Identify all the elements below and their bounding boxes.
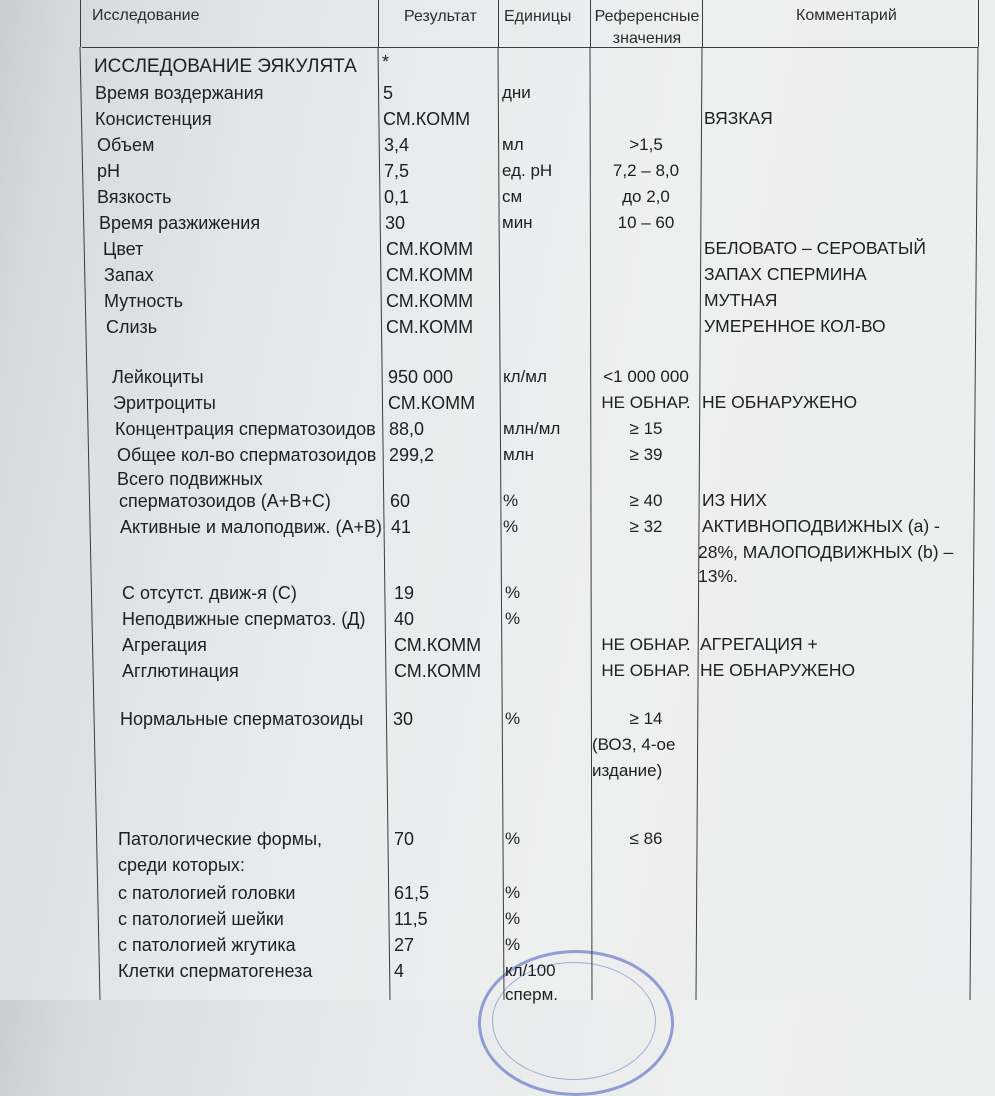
test-result: 30 bbox=[385, 213, 406, 233]
test-result: 60 bbox=[390, 491, 411, 511]
test-name: Неподвижные сперматоз. (Д) bbox=[122, 609, 366, 629]
test-name: Активные и малоподвиж. (A+B) bbox=[120, 517, 383, 537]
test-result: 40 bbox=[394, 609, 415, 629]
test-name: Эритроциты bbox=[113, 393, 216, 413]
test-result: 7,5 bbox=[384, 161, 410, 181]
test-name: среди которых: bbox=[118, 855, 245, 875]
header-result: Результат bbox=[404, 8, 477, 25]
test-units: % bbox=[505, 829, 521, 848]
header-test: Исследование bbox=[92, 7, 200, 24]
test-result: 61,5 bbox=[394, 883, 430, 903]
test-name: Мутность bbox=[104, 291, 184, 311]
test-units: % bbox=[505, 583, 521, 602]
test-reference: 7,2 – 8,0 bbox=[612, 161, 680, 180]
test-units: % bbox=[505, 709, 521, 728]
test-comment: 28%, МАЛОПОДВИЖНЫХ (b) – bbox=[698, 542, 954, 562]
test-name: Цвет bbox=[103, 239, 144, 259]
test-result: СМ.КОММ bbox=[388, 393, 476, 413]
test-units: млн bbox=[503, 445, 534, 464]
test-units: млн/мл bbox=[503, 419, 561, 438]
test-result: СМ.КОММ bbox=[383, 109, 471, 129]
test-units: % bbox=[505, 883, 521, 902]
test-units: см bbox=[502, 187, 523, 206]
test-units: мин bbox=[502, 213, 533, 232]
test-name: Вязкость bbox=[97, 187, 172, 207]
test-result: 299,2 bbox=[389, 445, 435, 465]
test-units: % bbox=[503, 491, 519, 510]
test-units: кл/100 bbox=[505, 961, 556, 980]
test-reference: (ВОЗ, 4-ое bbox=[592, 735, 676, 754]
test-comment: БЕЛОВАТО – СЕРОВАТЫЙ bbox=[704, 238, 926, 258]
test-comment: МУТНАЯ bbox=[704, 290, 778, 310]
test-name: Клетки сперматогенеза bbox=[118, 961, 313, 981]
test-name: Нормальные сперматозоиды bbox=[120, 709, 364, 729]
test-result: 5 bbox=[383, 83, 394, 103]
test-result: СМ.КОММ bbox=[386, 265, 474, 285]
test-units: мл bbox=[502, 135, 524, 154]
header-ref-2: значения bbox=[612, 30, 682, 47]
test-name: Патологические формы, bbox=[118, 829, 323, 849]
test-comment: ЗАПАХ СПЕРМИНА bbox=[704, 264, 867, 284]
test-name: Объем bbox=[97, 135, 155, 155]
test-name: сперматозоидов (A+B+C) bbox=[119, 491, 331, 511]
test-name: Концентрация сперматозоидов bbox=[115, 419, 376, 439]
test-name: Общее кол-во сперматозоидов bbox=[117, 445, 377, 465]
test-reference: 10 – 60 bbox=[617, 213, 675, 232]
header-comment: Комментарий bbox=[796, 7, 897, 24]
test-units: сперм. bbox=[505, 985, 559, 1004]
section-mark: * bbox=[382, 52, 390, 72]
test-reference: <1 000 000 bbox=[603, 367, 689, 386]
test-result: 4 bbox=[394, 961, 405, 981]
test-name: с патологией шейки bbox=[118, 909, 284, 929]
test-name: Время разжижения bbox=[99, 213, 261, 233]
test-reference: ≥ 39 bbox=[629, 445, 663, 464]
section-title: ИССЛЕДОВАНИЕ ЭЯКУЛЯТА bbox=[94, 56, 357, 77]
test-result: 950 000 bbox=[388, 367, 454, 387]
test-name: Слизь bbox=[106, 317, 158, 337]
test-units: % bbox=[505, 909, 521, 928]
test-reference: ≥ 14 bbox=[629, 709, 663, 728]
test-result: 41 bbox=[391, 517, 412, 537]
test-name: Агрегация bbox=[122, 635, 207, 655]
test-name: Консистенция bbox=[95, 109, 212, 129]
test-units: % bbox=[503, 517, 519, 536]
test-comment: НЕ ОБНАРУЖЕНО bbox=[700, 660, 856, 680]
test-comment: АГРЕГАЦИЯ + bbox=[700, 634, 818, 654]
test-reference: НЕ ОБНАР. bbox=[601, 635, 691, 654]
test-reference: НЕ ОБНАР. bbox=[601, 661, 691, 680]
test-units: ед. рН bbox=[502, 161, 553, 180]
test-result: 3,4 bbox=[384, 135, 410, 155]
test-result: СМ.КОММ bbox=[394, 661, 482, 681]
test-name: pH bbox=[97, 161, 121, 181]
test-reference: издание) bbox=[592, 761, 663, 780]
test-reference: до 2,0 bbox=[622, 187, 670, 206]
test-comment: НЕ ОБНАРУЖЕНО bbox=[702, 392, 858, 412]
test-units: % bbox=[505, 609, 521, 628]
test-reference: >1,5 bbox=[629, 135, 663, 154]
test-units: кл/мл bbox=[503, 367, 547, 386]
test-name: Лейкоциты bbox=[112, 367, 204, 387]
test-result: СМ.КОММ bbox=[386, 317, 474, 337]
test-units: дни bbox=[502, 83, 531, 102]
test-result: 27 bbox=[394, 935, 415, 955]
test-result: 0,1 bbox=[384, 187, 410, 207]
test-comment: ВЯЗКАЯ bbox=[704, 108, 773, 128]
test-result: СМ.КОММ bbox=[394, 635, 482, 655]
test-result: 19 bbox=[394, 583, 415, 603]
test-comment: УМЕРЕННОЕ КОЛ-ВО bbox=[704, 316, 886, 336]
test-comment: АКТИВНОПОДВИЖНЫХ (а) - bbox=[702, 516, 940, 536]
header-ref-1: Референсные bbox=[594, 8, 700, 25]
test-result: СМ.КОММ bbox=[386, 291, 474, 311]
test-name: Всего подвижных bbox=[117, 469, 263, 489]
test-name: С отсутст. движ-я (С) bbox=[122, 583, 297, 603]
test-name: Запах bbox=[104, 265, 154, 285]
test-reference: ≥ 15 bbox=[629, 419, 663, 438]
test-reference: ≤ 86 bbox=[629, 829, 663, 848]
test-name: с патологией жгутика bbox=[118, 935, 296, 955]
test-name: Время воздержания bbox=[95, 83, 264, 103]
test-comment: 13%. bbox=[698, 566, 738, 586]
test-result: 70 bbox=[394, 829, 415, 849]
test-reference: ≥ 40 bbox=[629, 491, 663, 510]
test-reference: ≥ 32 bbox=[629, 517, 663, 536]
test-result: 88,0 bbox=[389, 419, 425, 439]
test-result: 11,5 bbox=[394, 909, 428, 929]
test-result: СМ.КОММ bbox=[386, 239, 474, 259]
test-comment: ИЗ НИХ bbox=[702, 490, 767, 510]
test-name: Агглютинация bbox=[122, 661, 239, 681]
test-units: % bbox=[505, 935, 521, 954]
header-units: Единицы bbox=[504, 8, 572, 25]
test-result: 30 bbox=[393, 709, 414, 729]
test-name: с патологией головки bbox=[118, 883, 296, 903]
test-reference: НЕ ОБНАР. bbox=[601, 393, 691, 412]
